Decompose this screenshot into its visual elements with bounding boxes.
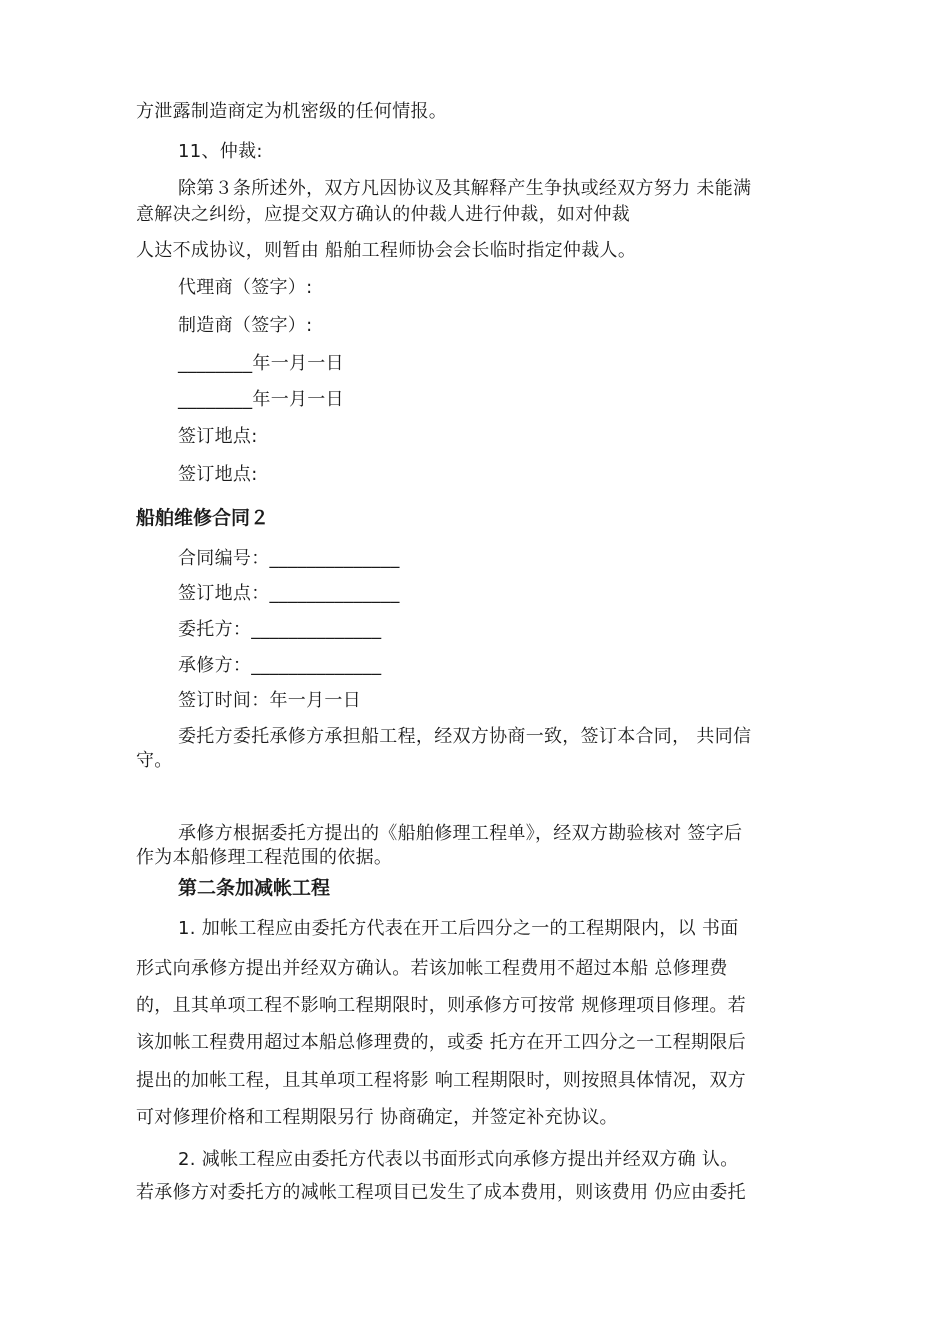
add-account-line-2: 形式向承修方提出并经双方确认。若该加帐工程费用不超过本船 总修理费 [136,958,728,979]
intro-line-1: 委托方委托承修方承担船工程，经双方协商一致，签订本合同， 共同信 [178,726,752,747]
signing-place-2: 签订地点: [178,464,258,485]
scope-line-1: 承修方根据委托方提出的《船舶修理工程单》，经双方勘验核对 签字后 [178,823,743,844]
intro-line-2: 守。 [136,750,173,771]
arbitration-text-line-1: 除第３条所述外，双方凡因协议及其解释产生争执或经双方努力 未能满 [178,178,752,199]
scope-line-2: 作为本船修理工程范围的依据。 [136,847,393,868]
contract-2-title: 船舶维修合同２ [136,507,270,529]
contract-number: 合同编号：______________ [178,548,400,569]
agent-signature: 代理商（签字）: [178,277,313,298]
add-account-line-1: 1. 加帐工程应由委托方代表在开工后四分之一的工程期限内，以 书面 [178,918,739,939]
client-party: 委托方：______________ [178,619,382,640]
signing-time: 签订时间：年一月一日 [178,690,361,711]
add-account-line-3: 的，且其单项工程不影响工程期限时，则承修方可按常 规修理项目修理。若 [136,995,746,1016]
signing-place-1: 签订地点: [178,426,258,447]
repairer-party: 承修方：______________ [178,655,382,676]
subtract-account-line-1: 2. 减帐工程应由委托方代表以书面形式向承修方提出并经双方确 认。 [178,1149,739,1170]
arbitration-text-line-2: 意解决之纠纷，应提交双方确认的仲裁人进行仲裁，如对仲裁 [136,204,631,225]
date-line-2: ________年一月一日 [178,389,344,410]
article-2-title: 第二条加减帐工程 [178,877,331,899]
contract-signing-place: 签订地点：______________ [178,583,400,604]
add-account-line-5: 提出的加帐工程，且其单项工程将影 响工程期限时，则按照具体情况，双方 [136,1070,746,1091]
subtract-account-line-2: 若承修方对委托方的减帐工程项目已发生了成本费用，则该费用 仍应由委托 [136,1182,746,1203]
confidential-clause-end: 方泄露制造商定为机密级的任何情报。 [136,101,448,122]
arbitration-text-line-3: 人达不成协议，则暂由 船舶工程师协会会长临时指定仲裁人。 [136,240,637,261]
arbitration-title: 11、仲裁: [178,141,263,162]
date-line-1: ________年一月一日 [178,353,344,374]
add-account-line-6: 可对修理价格和工程期限另行 协商确定，并签定补充协议。 [136,1107,618,1128]
add-account-line-4: 该加帐工程费用超过本船总修理费的，或委 托方在开工四分之一工程期限后 [136,1032,746,1053]
manufacturer-signature: 制造商（签字）: [178,315,313,336]
